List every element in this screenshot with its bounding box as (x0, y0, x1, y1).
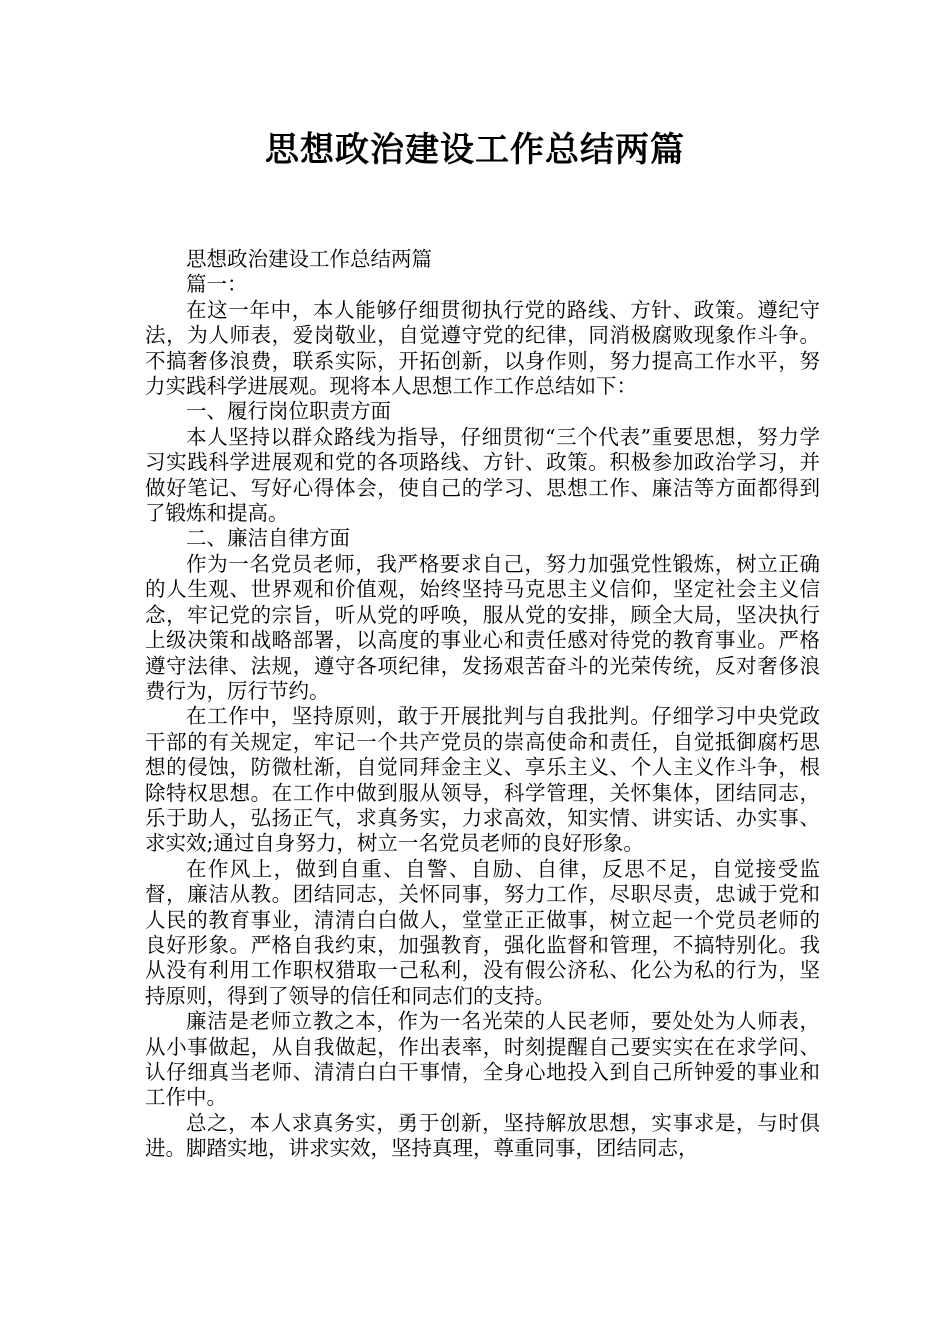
intro-paragraph: 在这一年中，本人能够仔细贯彻执行党的路线、方针、政策。遵纪守法，为人师表，爱岗敬业，自觉遵守党的纪律，同消极腐败现象作斗争。不搞奢侈浪费，联系实际，开拓创新，以身作则，努力提高工作水平，努力实践科学进展观。现将本人思想工作工作总结如下： (145, 297, 820, 399)
body-heading: 思想政治建设工作总结两篇 (186, 247, 432, 271)
teacher-integrity-paragraph: 廉洁是老师立教之本，作为一名光荣的人民老师，要处处为人师表，从小事做起，从自我做起，作出表率，时刻提醒自己要实实在在求学问、认仔细真当老师、清清白白干事情，全身心地投入到自己所钟爱的事业和工作中。 (145, 1009, 820, 1110)
integrity-paragraph: 作为一名党员老师，我严格要求自己，努力加强党性锻炼，树立正确的人生观、世界观和价值观，始终坚持马克思主义信仰，坚定社会主义信念，牢记党的宗旨，听从党的呼唤，服从党的安排，顾全大局，坚决执行上级决策和战略部署，以高度的事业心和责任感对待党的教育事业。严格遵守法律、法规，遵守各项纪律，发扬艰苦奋斗的光荣传统，反对奢侈浪费行为，厉行节约。 (145, 551, 820, 703)
section-heading-duties: 一、履行岗位职责方面 (186, 399, 391, 424)
document-body (145, 247, 820, 1162)
work-style-paragraph: 在作风上，做到自重、自警、自励、自律，反思不足，自觉接受监督，廉洁从教。团结同志，关怀同事，努力工作，尽职尽责，忠诚于党和人民的教育事业，清清白白做人，堂堂正正做事，树立起一个党员老师的良好形象。严格自我约束，加强教育，强化监督和管理，不搞特别化。我从没有利用工作职权猎取一己私利，没有假公济私、化公为私的行为，坚持原则，得到了领导的信任和同志们的支持。 (145, 856, 820, 1008)
work-principles-paragraph: 在工作中，坚持原则，敢于开展批判与自我批判。仔细学习中央党政干部的有关规定，牢记一个共产党员的崇高使命和责任，自觉抵御腐朽思想的侵蚀，防微杜渐，自觉同拜金主义、享乐主义、个人主义作斗争，根除特权思想。在工作中做到服从领导，科学管理，关怀集体，团结同志，乐于助人，弘扬正气，求真务实，力求高效，知实情、讲实话、办实事、求实效;通过自身努力，树立一名党员老师的良好形象。 (145, 704, 820, 856)
section-heading-integrity: 二、廉洁自律方面 (186, 526, 350, 551)
document-title: 思想政治建设工作总结两篇 (265, 130, 685, 170)
part-one-label: 篇一： (186, 272, 248, 297)
duties-paragraph: 本人坚持以群众路线为指导，仔细贯彻“三个代表”重要思想，努力学习实践科学进展观和党的各项路线、方针、政策。积极参加政治学习，并做好笔记、写好心得体会，使自己的学习、思想工作、廉洁等方面都得到了锻炼和提高。 (145, 424, 820, 526)
summary-paragraph: 总之，本人求真务实，勇于创新，坚持解放思想，实事求是，与时俱进。脚踏实地，讲求实效，坚持真理，尊重同事，团结同志， (145, 1110, 820, 1161)
